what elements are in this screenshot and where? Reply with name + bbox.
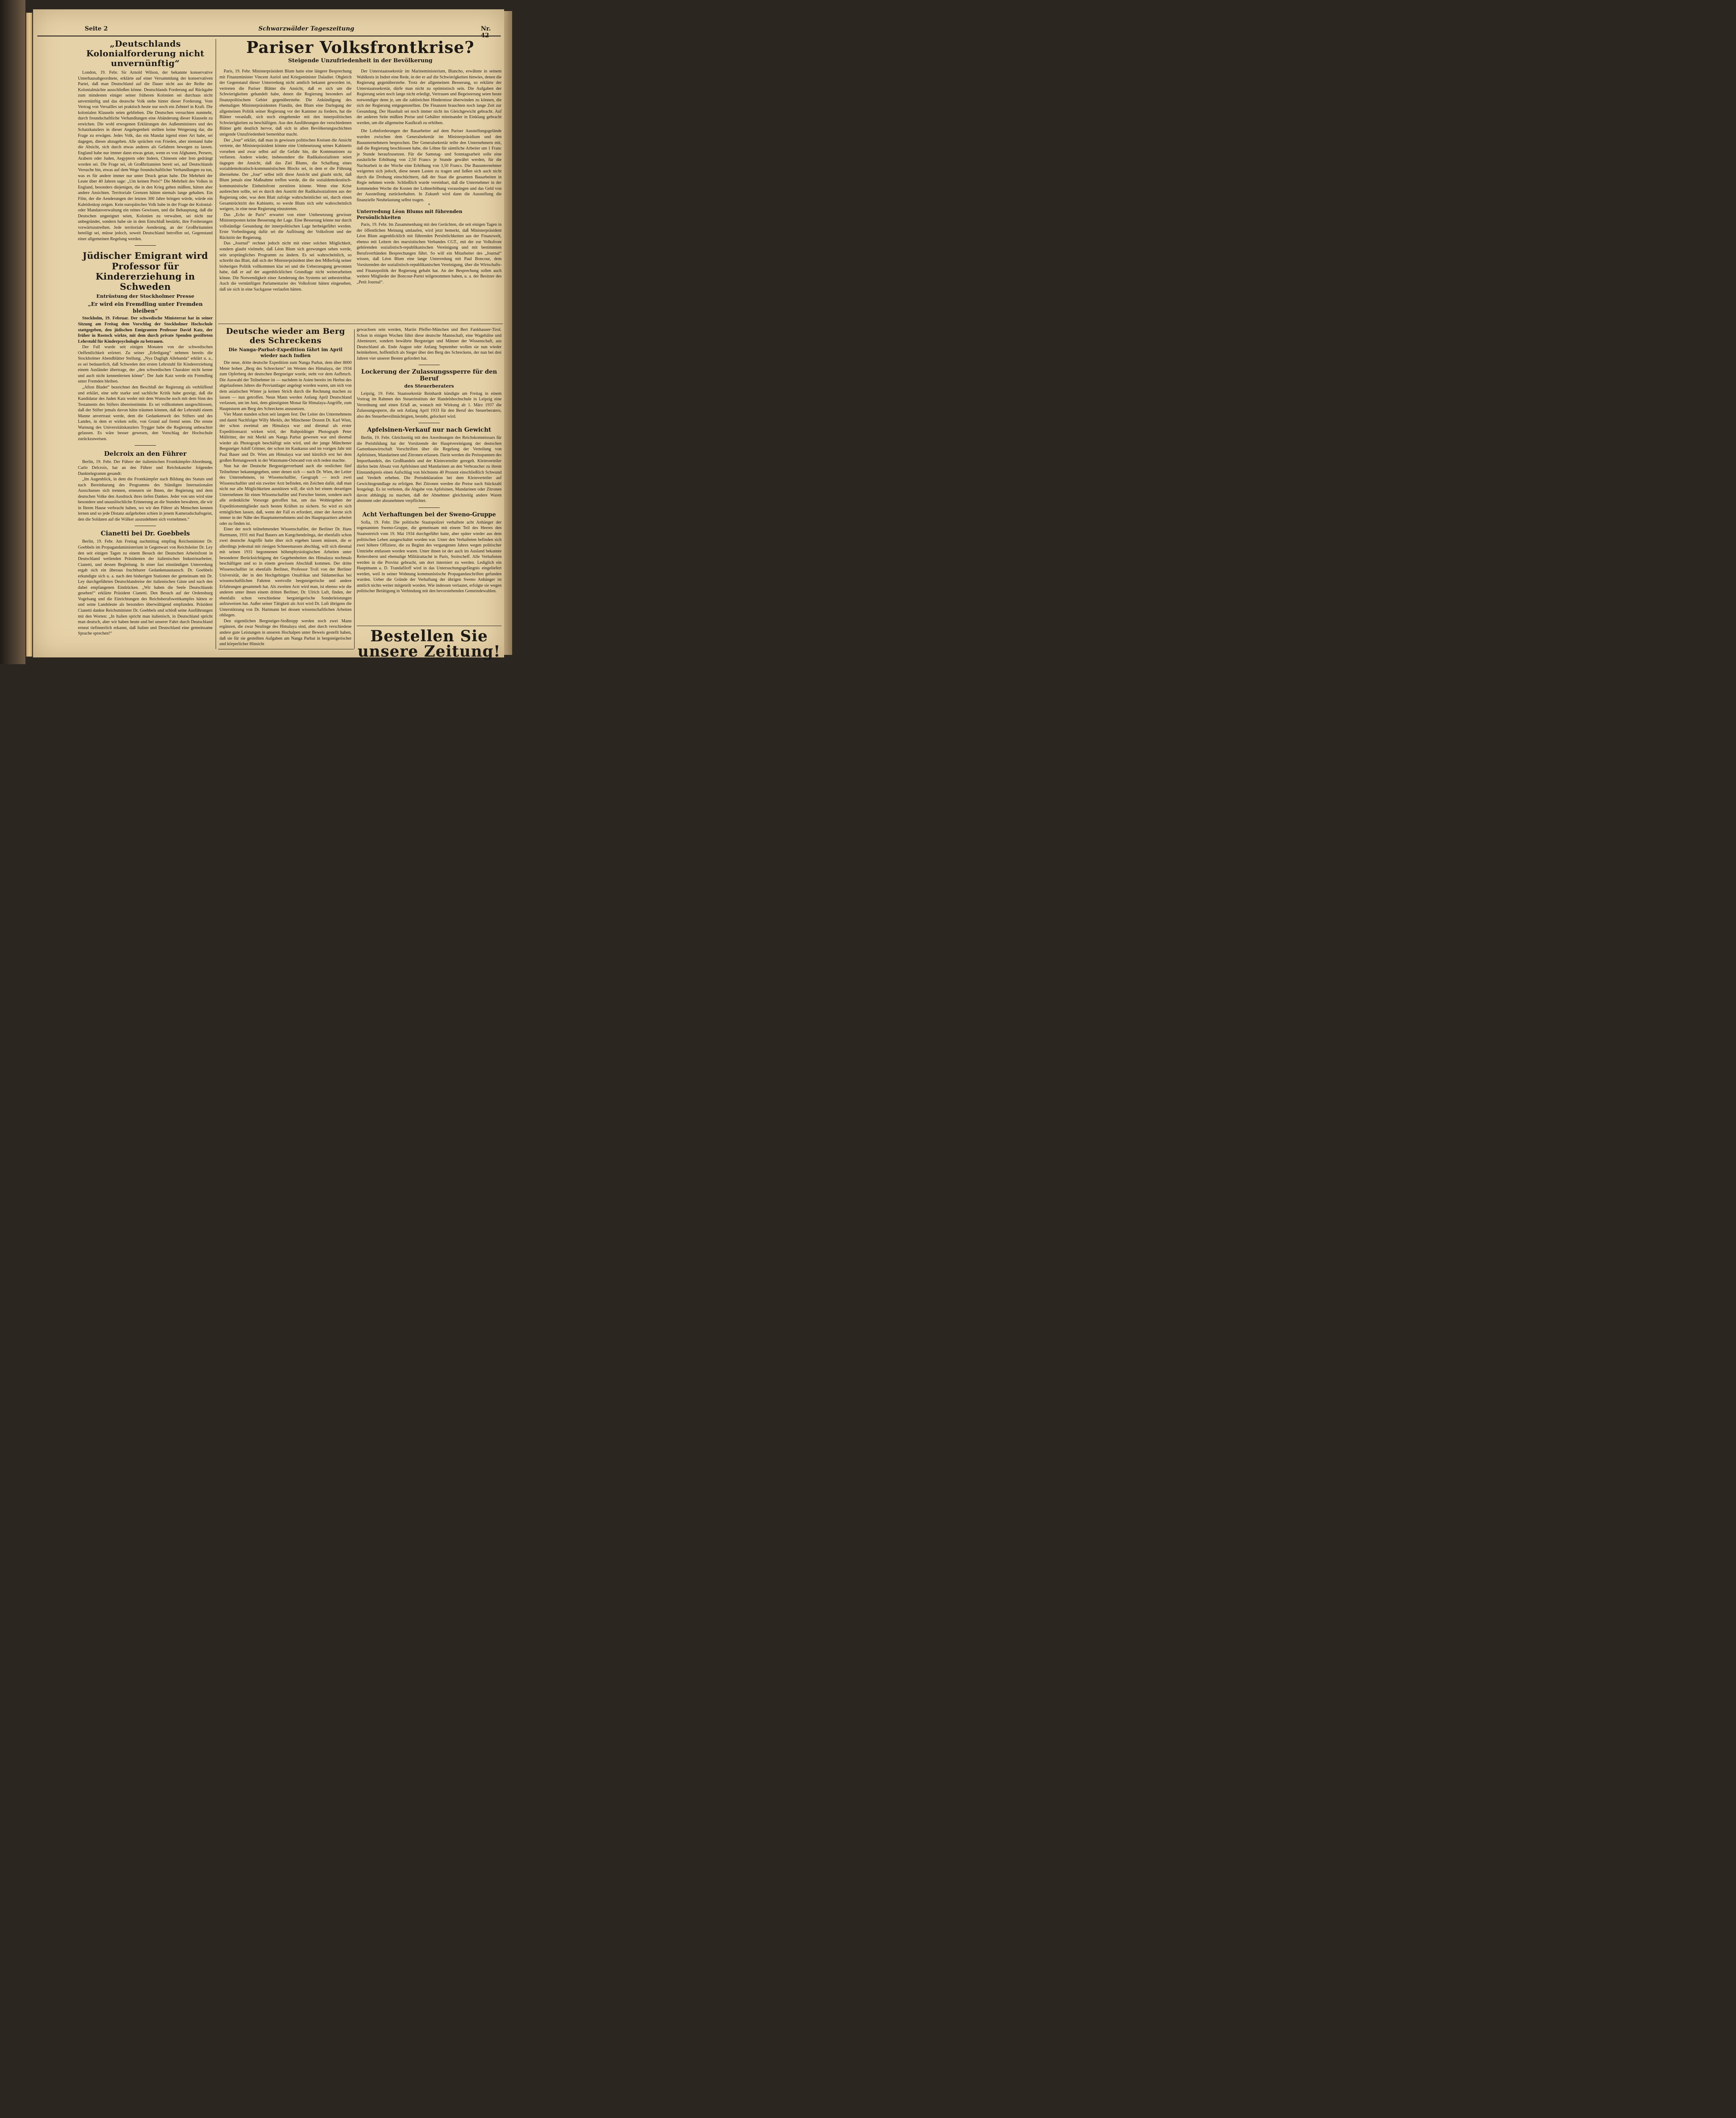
- article-paris-p7: Paris, 19. Febr. Im Zusammenhang mit den Gerüchten, die seit einigen Tagen in der öffentlichen Meinung umlaufen, wird jetzt bemerkt, daß Ministerpräsident Léon Blum augenblicklich mit führenden Persönlichkeiten aus der Finanzwelt, ebenso mit Leitern des marxistischen Verbandes CGT., mit der zur Volksfront gehörenden sozialistisch-republikanischen Vereinigung und mit bestimmten Berufsverbänden Besprechungen führt. So will ein Mitarbeiter des „Journal“ wissen, daß Léon Blum eine lange Unterredung mit Paul Boncour, dem Vorsitzenden der sozialistisch-republikanischen Vereinigung, über die Wirtschafts- und Finanzpolitik der Regierung gehabt hat. An der Besprechung sollen auch weitere Mitglieder der Boncour-Partei teilgenommen haben, u. a. der Besitzer des „Petit Journal“.: [357, 222, 502, 285]
- article-paris-p1: Paris, 19. Febr. Ministerpräsident Blum hatte eine längere Besprechung mit Finanzminister Vincent Auriol und Kriegsminister Daladier. Obgleich der Gegenstand dieser Unterredung nicht amtlich bekannt geworden ist, vertreten die Pariser Blätter die Ansicht, daß es sich um die Schwierigkeiten gehandelt habe, denen die Regierung besonders auf finanzpolitischem Gebiet gegenüberstehe. Die Ankündigung des ehemaligen Ministerpräsidenten Flandin, den Blum eine Darlegung der allgemeinen Politik seiner Regierung vor der Kammer zu fordern, hat die Blätter veranlaßt, sich noch eingehender mit den innerpolitischen Schwierigkeiten zu beschäftigen. Aus den Ausführungen der verschiedenen Blätter geht deutlich hervor, daß sich in allen Bevölkerungsschichten steigende Unzufriedenheit bemerkbar macht.: [219, 69, 352, 137]
- article-paris-p5: Der Unterstaatssekretär im Marineministerium, Blancho, erwähnte in seinem Wahlkreis in Indret eine Rede, in der er auf die Schwierigkeiten hinwies, denen die Regierung gegenüberstehe. Trotz der allgemeinen Besserung, so erklärte der Unterstaatssekretär, dürfe man nicht zu optimistisch sein. Die Aufgaben der Regierung seien noch lange nicht erledigt, Vertrauen und Begeisterung seien heute notwendiger denn je, um die zahlreichen Hindernisse überwinden zu können, die sich der Regierung entgegenstellten. Die Finanzen brauchten noch lange Zeit zur Gesundung. Der Haushalt sei noch immer nicht ins Gleichgewicht gebracht. Auf der anderen Seite müßten Preise und Gehälter miteinander in Einklang gebracht werden, um die allgemeine Kaufkraft zu erhöhen.: [357, 69, 502, 125]
- article-delcroix-p1: Berlin, 19. Febr. Der Führer der italienischen Frontkämpfer-Abordnung, Carlo Delcroix, hat an den Führer und Reichskanzler folgendes Danktelegramm gesandt:: [78, 460, 213, 476]
- newspaper-page: [33, 9, 504, 660]
- article-sweno: Sofia, 19. Febr. Die politische Staatspolizei verhaftete acht Anhänger der sogenannten Sweno-Gruppe, die gemeinsam mit einem Teil des Heeres den Staatsstreich vom 19. Mai 1934 durchgeführt hatte, aber später wieder aus dem politischen Leben ausgeschaltet worden war. Unter den Verhafteten befinden sich zwei höhere Offiziere, die zu Beginn des vergangenen Jahres wegen politischer Umtriebe entlassen worden waren. Unter ihnen ist der auch im Ausland bekannte Reiteroberst und ehemalige Militärattaché in Paris, Stoitscheff. Alle Verhafteten werden in die Provinz gebracht, um dort interniert zu werden. Lediglich ein Hauptmann a. D. Trandafiloff wird in das Untersuchungsgefängnis eingeliefert werden, weil in seiner Wohnung kommunistische Propagandaschriften gefunden wurden. Ueber die Gründe der Verhaftung der übrigen Sweno Anhänger ist amtlich nichts weiter mitgeteilt worden. Wie indessen verlautet, erfolgte sie wegen politischer Betätigung in Verbindung mit den bevorstehenden Gemeindewahlen.: [357, 520, 502, 594]
- article-nanga-p1: Die neue, dritte deutsche Expedition zum Nanga Parbat, dem über 8000 Meter hohen „Berg des Schreckens“ im Westen des Himalaya, der 1934 zum Opferberg der deutschen Bergsteiger wurde, steht vor dem Aufbruch. Die Auswahl der Teilnehmer ist — nachdem in Asien bereits im Herbst des abgelaufenen Jahres die Proviantlager angelegt worden waren, um sich von dem asiatischen Winter ja keinen Strich durch die Rechnung machen zu lassen — nun getroffen. Neun Mann werden Anfang April Deutschland verlassen, um im Juni, dem günstigsten Monat für Himalaya-Angriffe, zum Hauptsturm am Berg des Schreckens anzusetzen.: [219, 360, 352, 411]
- column-rule-2: [354, 329, 355, 649]
- article-nanga-p2: Vier Mann standen schon seit langem fest: Der Leiter des Unternehmens und damit Nachfolger Willy Merkls, der Münchener Dozent Dr. Karl Wien, der schon zweimal am Himalaya war und diesmal als erster Expeditionsarzt wirken wird, der Ruhpoldinger Photograph Peter Müllritter, der mit Merkl am Nanga Parbat gewesen war und diesmal wieder als Photograph beschäftigt sein wird, und der junge Münchener Bergsteiger Adolf Göttner, der schon im Kaukasus und im vorigen Jahr mit Paul Bauer und Dr. Wien am Himalaya war und kürzlich erst bei dem großen Rettungswerk in der Watzmann-Ostwand von sich reden machte.: [219, 412, 352, 463]
- article-kolonial: London, 19. Febr. Sir Arnold Wilson, der bekannte konservative Unterhausabgeordnete, erklärte auf einer Versammlung der konservativen Partei, daß man Deutschland auf die Dauer nicht aus der Reihe der Kolonialmächte ausschließen könne. Deutschlands Forderung auf Rückgabe zum mindesten einiger seiner früheren Kolonien sei durchaus nicht unvernünftig und das deutsche Volk stehe hinter dieser Forderung. Vom Vertrag von Versailles sei praktisch heute nur noch ein Zehntel in Kraft. Die kolonialen Klauseln seien geblieben. Die Deutschen versuchten nunmehr, durch freundschaftliche Verhandlungen eine Abänderung dieser Klauseln zu erreichen. Die wohl erwogenen Erklärungen des Außenministers und des Schatzkanzlers in dieser Angelegenheit stellten keine Weigerung dar, die Frage zu erwägen. Jedes Volk, das ein Mandat irgend einer Art habe, sei dagegen, dieses abzugeben. Alle sprächen von Frieden, aber niemand habe die Absicht, sich durch etwas anderes als Gefahren bewegen zu lassen. England habe nur immer dann etwas getan, wenn es von Afghanen, Persern, Arabern oder Juden, Aegyptern oder Indern, Chinesen oder Iren gedrängt worden sei. Die Frage sei, ob Großbritannien bereit sei, auf Deutschlands Versuche hin, etwas auf dem Wege freundschaftlicher Verhandlungen zu tun, was es für andere immer nur unter Druck getan habe. Die Mehrheit der Leute über 40 Jahren sage: „Um keinen Preis!“ Die Mehrheit des Volkes in England, besonders diejenigen, die in den Krieg gehen müßten, hätten aber andere Ansichten. Territoriale Grenzen hätten niemals lange gehalten. Ein Film, der die Aenderungen der letzten 300 Jahre bringen würde, würde ein Kaleidoskop zeigen. Kein europäisches Volk habe in der Frage der Kolonial- oder Mandatsverwaltung ein reines Gewissen, und die Behauptung, daß die Deutschen ungeeignet seien, Kolonien zu verwalten, sei nicht nur unbegründet, sondern habe sie in dem Entschluß bestärkt, ihre Forderungen vorwärtszutreiben. Jede territoriale Aenderung, an der Großbritannien beteiligt sei, müsse jedoch, soweit Deutschland betroffen sei, Gegenstand einer allgemeinen Regelung werden.: [78, 70, 213, 241]
- article-emigrant-p2: Der Fall wurde seit einigen Monaten von der schwedischen Oeffentlichkeit erörtert. Zu seiner „Erledigung“ nehmen bereits die Stockholmer Abendblätter Stellung. „Nya Dagligh Allehanda“ erklärt u. a., es sei bedauerlich, daß Schweden den ersten Lehrstuhl für Kindererziehung einem Ausländer übertrage, der „den schwedischen Charakter nicht kenne und auch nicht kennenlernen könne“. Der Jude Katz werde ein Fremdling unter Fremden bleiben.: [78, 345, 213, 384]
- subheadline-blum: Unterredung Léon Blums mit führenden Persönlichkeiten: [357, 208, 463, 220]
- article-nanga-p3: Nun hat der Deutsche Bergsteigerverband auch die restlichen fünf Teilnehmer bekanntgegeben, unter denen sich — nach Dr. Wien, der Leiter des Unternehmens, ist Wissenschaftler, Geograph — noch zwei Wissenschaftler und ein zweiter Arzt befinden, ein Zeichen dafür, daß man nicht nur alle Möglichkeiten ausnützen will, die sich bei einem derartigen Unternehmen für einen Wissenschaftler und Forscher bieten, sondern auch alle erdenkliche Vorsorge getroffen hat, um das Wohlergehen der Expeditionsmitglieder nach besten Kräften zu sichern. So wird es sich ermöglichen lassen, daß, wenn der Fall es erfordert, einer der Aerzte sich immer in der Nähe des Hauptunternehmens und des Hauptquartiers arbeitet oder zu finden ist.: [219, 464, 352, 526]
- article-nanga-continued: gewachsen sein werden, Martin Pfeffer-München und Bert Fankhauser-Tirol. Schon in einigen Wochen führt diese deutsche Mannschaft, eine Wagehälse und Abenteurer, sondern bewährte Bergsteiger und Männer der Wissenschaft, aus Deutschland ab. Ende August oder Anfang September wollen sie nun wieder heimkehren, hoffentlich als Sieger über den Berg des Schreckens, der nun bei drei Jahren vier unserer Besten gefordert hat.: [357, 327, 502, 361]
- article-emigrant-p3: „Afton Bladet“ bezeichnet den Beschluß der Regierung als verblüffend und erklärt, eine sehr starke und sachliche Kritik habe gezeigt, daß die Kandidatur des Juden Katz weder mit dem Wunsche noch mit dem Sinn des Testaments des Stifters übereinstimme. Es sei vollkommen ausgeschlossen, daß der Stifter jemals davon hätte träumen können, daß der Lehrstuhl einem Manne anvertraut werde, dem die Gedankenwelt des Stifters und des Landes, in dem er wirken solle, von Grund auf fremd seien. Die ernste Warnung des Universitätskanzlers Trygger habe die Regierung unbeachtet gelassen. Es wäre besser gewesen, den Vorschlag der Hochschule zurückzuweisen.: [78, 385, 213, 441]
- nanga-column: [219, 327, 352, 649]
- article-paris-p4: Das „Journal“ rechnet jedoch nicht mit einer solchen Möglichkeit, sondern glaubt vielmehr, daß Léon Blum sich gezwungen sehen werde, sein ursprüngliches Programm zu ändern. Es sei wahrscheinlich, so schreibt das Blatt, daß sich der Ministerpräsident über den Mißerfolg seiner bisherigen Politik vollkommen klar sei und die Ueberzeugung gewonnen habe, daß er auf der augenblicklichen Grundlage nicht weiterarbeiten könne. Die Notwendigkeit einer Aenderung des Systems sei unbestreitbar. Auch die vernünftigen Parlamentarier des Volksfront hätten eingesehen, daß sie sich in eine Sackgasse verlaufen hätten.: [219, 241, 352, 292]
- separator: [135, 245, 156, 246]
- paris-column-1: [219, 69, 352, 323]
- subheadline-emigrant-2: „Er wird ein Fremdling unter Fremden bleiben“: [88, 300, 203, 314]
- headline-emigrant: Jüdischer Emigrant wird Professor für Kindererziehung in Schweden: [82, 250, 208, 292]
- article-cianetti: Berlin, 19. Febr. Am Freitag nachmittag empfing Reichsminister Dr. Goebbels im Propagandaministerium in Gegenwart von Reichsleiter Dr. Ley den seit einigen Tagen zu einem Besuch der Deutschen Arbeitsfront in Deutschland weilenden Präsidenten der italienischen Industriearbeiter, Cianetti, und dessen Begleitung. In einer fast einstündigen Unterredung ergab sich ein überaus fruchtbarer Gedankenaustausch. Dr. Goebbels erkundigte sich u. a. nach den bisherigen Stationen der gemeinsam mit Dr. Ley durchgeführten Deutschlandreise der italienischen Gäste und nach den dabei empfangenen Eindrücken. „Wir haben die Seele Deutschlands gesehen!“ erklärte Präsident Cianetti. Den Besuch auf der Ordensburg Vogelsang und die Einrichtungen des Reichsberufswettkampfes hätten er und seine Landsleute als besonders überwältigend empfunden. Präsident Cianetti dankte Reichsminister Dr. Goebbels und schloß seine Ausführungen mit den Worten: „In Italien spricht man italienisch, in Deutschland spricht man deutsch, aber wir haben heute und bei unserer Fahrt durch Deutschland erneut tiefinnerlich erkannt, daß Italien und Deutschland eine gemeinsame Sprache sprechen!“: [78, 539, 213, 636]
- article-nanga-p5: Den eigentlichen Bergsteiger-Stoßtrupp werden noch zwei Mann ergänzen, die zwar Neulinge des Himalaya sind, aber durch verschiedene andere gute Leistungen in unseren Hochalpen unter Beweis gestellt haben, daß sie für sie gestellten Aufgaben am Nanga Parbat in bergsteigerischer und körperlicher Hinsicht: [219, 618, 352, 647]
- article-lockerung: Leipzig, 19. Febr. Staatssekretär Reinhardt kündigte am Freitag in einem Vortrag im Rahmen des Steuerinstituts der Handelshochschule in Leipzig eine Verordnung und einen Erlaß an, wonach mit Wirkung ab 1. März 1937 die Zulassungssperre, die seit Anfang April 1933 für den Beruf des Steuerberaters, also des Steuerbevollmächtigten, besteht, gelockert wird.: [357, 391, 502, 419]
- next-page-edge: [504, 11, 512, 655]
- article-delcroix-p2: „Im Augenblick, in dem die Frontkämpfer nach Bildung des Statuts und nach Bereinbarung des Programms des Ständigen Internationalen Ausschusses sich trennen, erneuern sie Ihnen, der Regierung und dem deutschen Volke den Ausdruck ihres tiefen Dankes. Jeder von uns wird eine besondere und unauslöschliche Erinnerung an die Stunden bewahren, die wir in Ihrem Hause verbracht haben, wo wir den Führer als Menschen kennen lernen und so jede Distanz aufgehoben schien in jenem Kameradschaftsgeist, den die Soldaten auf die Wälker auszudehnen sich vornehmen.“: [78, 477, 213, 522]
- separator: [419, 507, 440, 508]
- page-number: Seite 2: [85, 25, 108, 32]
- star-divider: *: [428, 203, 430, 208]
- article-paris-p2: Der „Jour“ erklärt, daß man in gewissen politischen Kreisen die Ansicht vertrete, der Ministerpräsident könnte eine Umbesetzung seines Kabinetts vorsehen und zwar selbst auf die Gefahr hin, die Kommunisten zu verlieren. Andere wieder, insbesondere die Radikalsozialisten seien dagegen der Ansicht, daß das Ziel Blums, die Schaffung eines sozialdemokratisch-kommunistischen Blocks sei, in dem er die Führung übernehme. Der „Jour“ selbst teilt diese Ansicht und glaubt nicht, daß Blum jemals eine Maßnahme treffen werde, die die sozialdemokratisch-kommunistische Einheitsfront zerstören könnte. Wenn eine Krise ausbrechen sollte, sei es durch den Austritt der Radikalsozialisten aus der Regierung oder, was dem Blatt zufolge wahrscheinlicher sei, durch einen Gesamtrücktritt des Kabinetts, so werde Blum sich sehr wahrscheinlich weigern, in eine neue Regierung einzutreten.: [219, 138, 352, 212]
- left-column: [78, 39, 213, 653]
- right-bottom-column: [357, 327, 502, 624]
- subscription-ad: [357, 627, 502, 660]
- article-paris-p6: Die Lohnforderungen der Bauarbeiter auf dem Pariser Ausstellungsgelände wurden zwischen dem Generalsekretär im Ministerpräsidium und den Bauunternehmern besprochen. Der Generalsekretär teilte den Unternehmern mit, daß die Regierung beschlossen habe, die Löhne für sämtliche Arbeiter um 1 Franc je Stunde heraufzusetzen. Für die Samstag- und Sonntagsarbeit solle eine zusätzliche Erhöhung von 2,50 Francs je Stunde gewährt werden, für die Nachtarbeit in der Woche eine Erhöhung von 3,50 Francs. Die Bauunternehmer weigerten sich jedoch, diese neuen Lasten zu tragen und ließen sich auch nicht durch die Drohung einschüchtern, daß der Staat die gesamten Bauarbeiten in Regie nehmen werde. Schließlich wurde vereinbart, daß die Unternehmer in der kommenden Woche die Kosten der Lohnerhöhung vorauslegen und das Geld von der Ausstellung zurückerhalten. In Zukunft wird dann die Ausstellung die finanzielle Neubelastung selbst tragen.: [357, 129, 502, 203]
- article-paris-p3: Das „Echo de Paris“ erwartet von einer Umbesetzung gewisser Ministerposten keine Besserung der Lage. Eine Besserung könne nur durch vollständige Gesundung der innerpolitischen Lage herbeigeführt werden. Erste Vorbedingung dafür sei die Auflösung der Volksfront und der Rücktritt der Regierung.: [219, 212, 352, 240]
- subscription-slogan: Bestellen Sie unsere Zeitung!: [358, 627, 501, 660]
- subheadline-nanga: Die Nanga-Parbat-Expedition fährt im April wieder nach Indien: [228, 347, 343, 358]
- paris-headline-block: [219, 38, 501, 64]
- subheadline-paris: Steigende Unzufriedenheit in der Bevölkerung: [288, 57, 433, 64]
- headline-sweno: Acht Verhaftungen bei der Sweno-Gruppe: [362, 511, 496, 518]
- separator: [135, 445, 156, 446]
- headline-apfelsinen: Apfelsinen-Verkauf nur nach Gewicht: [367, 427, 491, 434]
- subheadline-lockerung: des Steuerberaters: [404, 383, 454, 389]
- newspaper-name: Schwarzwälder Tageszeitung: [258, 25, 355, 32]
- paris-column-2: [357, 69, 502, 323]
- headline-cianetti: Cianetti bei Dr. Goebbels: [100, 530, 190, 538]
- headline-kolonial: „Deutschlands Kolonialforderung nicht unvernünftig“: [86, 39, 205, 68]
- headline-lockerung: Lockerung der Zulassungssperre für den Beruf: [361, 369, 497, 383]
- book-binding: [0, 0, 25, 664]
- headline-delcroix: Delcroix an den Führer: [104, 450, 187, 458]
- headline-nanga: Deutsche wieder am Berg des Schreckens: [226, 327, 345, 345]
- article-nanga-p4: Einer der noch teilnehmenden Wissenschaftler, der Berliner Dr. Hans Hartmann, 1931 mit Paul Bauers am Kangchendzönga, der ebenfalls schon zwei deutsche Angriffe hatte über sich ergehen lassen müssen, die er allerdings jedesmal mit riesigen Schneemassen abschlug, will sich diesmal mit seinen 1931 begonnenen höhenphysiologischen Arbeiten unter besonderer Berücksichtigung der Gegebenheiten des Himalaya nochmals beschäftigen und so in einem gewissen Abschluß kommen. Der dritte Wissenschaftler ist ebenfalls Berliner, Professor Troll von der Berliner Universität, der in den Hochgebirgen Ostafrikas und Südamerikas bei wissenschaftlichen Fahrten wertvolle bergsteigerische und andere Erfahrungen gesammelt hat. Als zweiten Arzt wird man, ist ebenso wie die anderen unter ihnen einem dritten Berliner, Dr. Ulrich Luft, finden, der ebenfalls schon verschiedene bergsteigerische Sonderleistungen aufzuweisen hat. Außer seiner Tätigkeit als Arzt wird Dr. Luft übrigens die Unterstützung von Dr. Hartmann bei dessen wissenschaftlichen Arbeiten obliegen.: [219, 527, 352, 618]
- binding-strip: [26, 13, 32, 657]
- headline-paris: Pariser Volksfrontkrise?: [246, 38, 474, 57]
- subheadline-emigrant-1: Entrüstung der Stockholmer Presse: [96, 293, 194, 299]
- article-emigrant-p1: Stockholm, 19. Februar. Der schwedische Ministerrat hat in seiner Sitzung am Freitag dem Vorschlag der Stockholmer Hochschule stattgegeben, den jüdischen Emigranten Professor David Katz, der früher in Rostock wirkte, mit dem durch private Spenden gestifteten Lehrstuhl für Kinderpsychologie zu betrauen.: [78, 316, 213, 344]
- issue-number: Nr. 42: [481, 25, 491, 39]
- page-header: [38, 25, 500, 39]
- article-apfelsinen: Berlin, 19. Febr. Gleichzeitig mit den Anordnungen des Reichskommissars für die Preisbildung hat der Vorsitzende der Hauptvereinigung der deutschen Gartenbauwirtschaft Vorschriften über die Regelung der Verteilung von Apfelsinen, Mandarinen und Zitronen erlassen. Darin werden die Preisspannen des Importhandels, des Großhandels und der Kleinverteiler geregelt. Kleinverteiler dürfen beim Absatz von Apfelsinen und Mandarinen an den Verbraucher zu ihrem Einstandspreis einen Aufschlag von höchstens 40 Prozent einschließlich Schwund und Verderb erheben. Die Preisdeklaration bei dem Kleinverteiler auf Gewichtsgrundlage zu erfolgen. Bei Zitronen werden die Preise nach Stückzahl festgelegt. Es ist verboten, die Abgabe von Apfelsinen, Mandarinen oder Zitronen davon abhängig zu machen, daß der Abnehmer gleichzeitig andere Waren abnimmt oder abzunehmen verpflichtet.: [357, 435, 502, 504]
